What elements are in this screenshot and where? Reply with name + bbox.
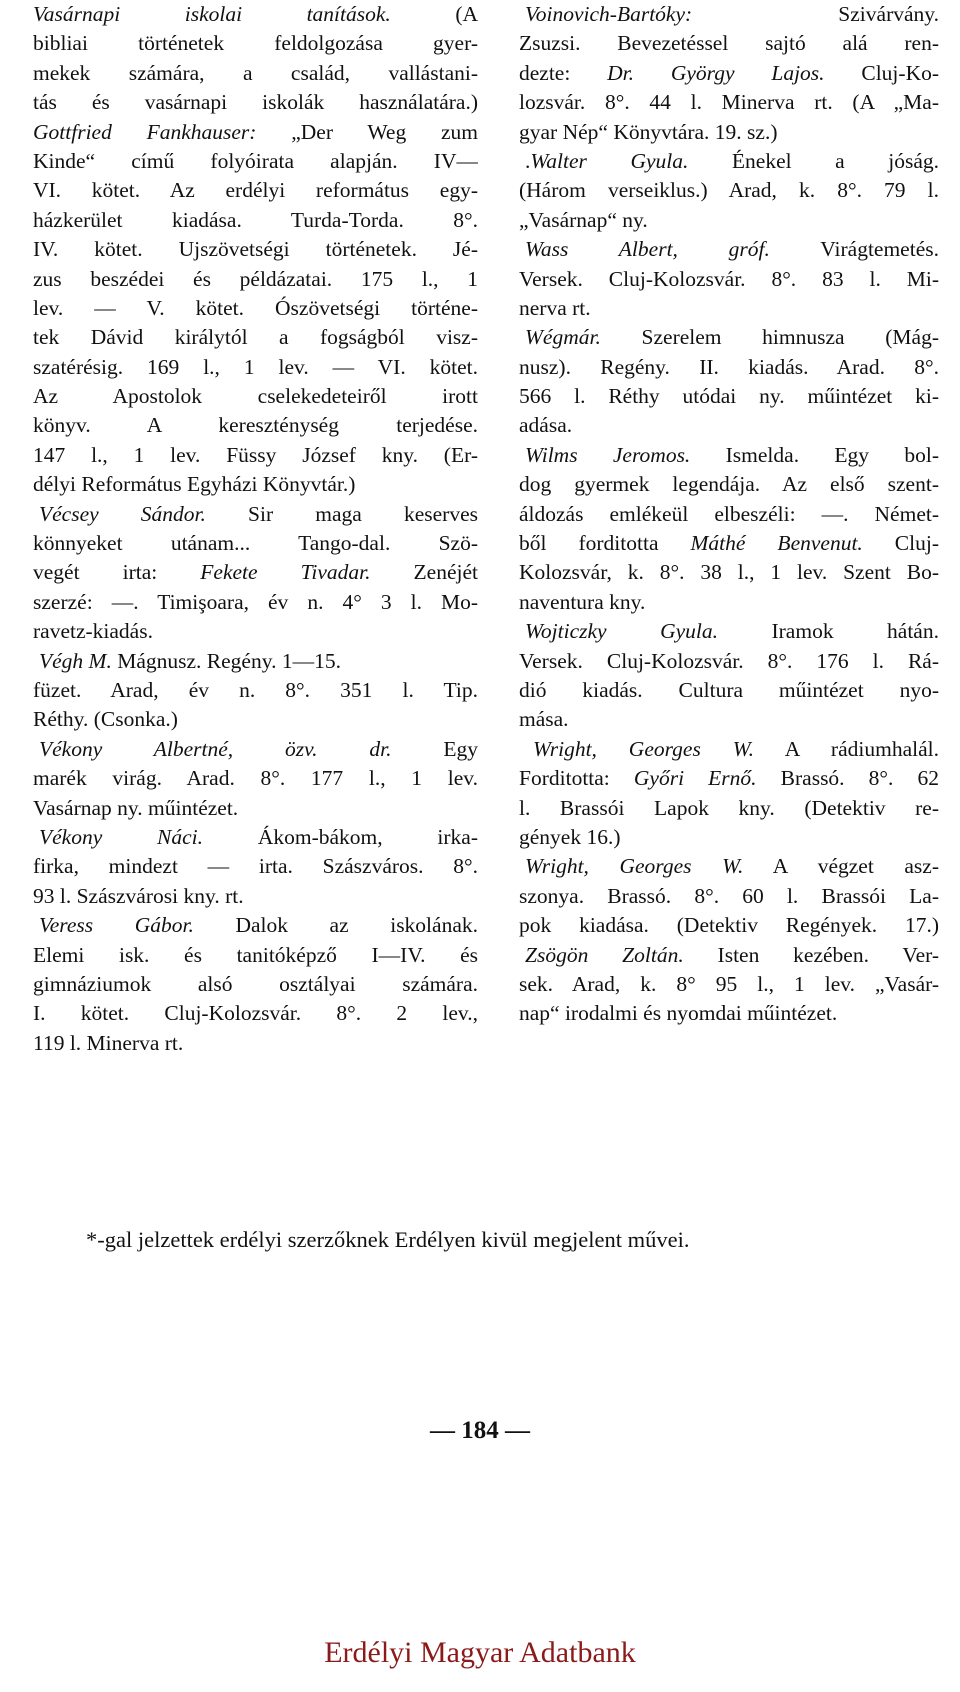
right_column-line: l. Brassói Lapok kny. (Detektiv re- <box>519 795 939 820</box>
right_column-line: Wilms Jeromos. Ismelda. Egy bol- <box>525 442 939 467</box>
right_column-line: 566 l. Réthy utódai ny. műintézet ki- <box>519 384 939 409</box>
right_column-line: Wégmár. Szerelem himnusza (Mág- <box>525 325 939 350</box>
left_column-line: tek Dávid királytól a fogságból visz- <box>33 325 478 350</box>
left_column-line: Vékony Albertné, özv. dr. Egy <box>39 736 478 761</box>
left_column-line: bibliai történetek feldolgozása gyer- <box>33 31 478 56</box>
right_column-line: sek. Arad, k. 8° 95 l., 1 lev. „Vasár- <box>519 971 939 996</box>
page-number: — 184 — <box>430 1417 530 1444</box>
right_column-line: naventura kny. <box>519 589 646 614</box>
right_column-line: Wright, Georges W. A rádiumhalál. <box>533 736 939 761</box>
right_column-line: Versek. Cluj-Kolozsvár. 8°. 83 l. Mi- <box>519 266 939 291</box>
left_column-line: IV. kötet. Ujszövetségi történetek. Jé- <box>33 237 478 262</box>
right_column-line: dezte: Dr. György Lajos. Cluj-Ko- <box>519 60 939 85</box>
footnote: *-gal jelzettek erdélyi szerzőknek Erdélyen kivül megjelent művei. <box>86 1227 690 1252</box>
left_column-line: Az Apostolok cselekedeteiről irott <box>33 384 478 409</box>
left_column-line: szatérésig. 169 l., 1 lev. — VI. kötet. <box>33 354 478 379</box>
right_column-line: .Walter Gyula. Énekel a jóság. <box>525 148 939 173</box>
right_column-line: Wass Albert, gróf. Virágtemetés. <box>525 237 939 262</box>
left_column-line: Vékony Náci. Ákom-bákom, irka- <box>39 824 478 849</box>
left_column-line: 119 l. Minerva rt. <box>33 1030 184 1055</box>
right_column-line: szonya. Brassó. 8°. 60 l. Brassói La- <box>519 883 939 908</box>
right_column-line: pok kiadása. (Detektiv Regények. 17.) <box>519 913 939 938</box>
left_column-line: Vasárnap ny. műintézet. <box>33 795 239 820</box>
right_column-line: mása. <box>519 707 569 732</box>
right_column-line: áldozás emlékeül elbeszéli: —. Német- <box>519 501 939 526</box>
right_column-line: Forditotta: Győri Ernő. Brassó. 8°. 62 <box>519 766 939 791</box>
left_column-line: füzet. Arad, év n. 8°. 351 l. Tip. <box>33 677 478 702</box>
left_column-line: Réthy. (Csonka.) <box>33 707 178 732</box>
left_column-line: házkerület kiadása. Turda-Torda. 8°. <box>33 207 478 232</box>
right_column-line: „Vasárnap“ ny. <box>519 207 648 232</box>
right_column-line: Wojticzky Gyula. Iramok hátán. <box>525 619 939 644</box>
left_column-line: tás és vasárnapi iskolák használatára.) <box>33 90 478 115</box>
right_column-line: Zsögön Zoltán. Isten kezében. Ver- <box>525 942 939 967</box>
left_column-line: könyv. A kereszténység terjedése. <box>33 413 478 438</box>
right_column-line: Voinovich-Bartóky: Szivárvány. <box>525 2 939 26</box>
left_column-line: gimnáziumok alsó osztályai számára. <box>33 971 478 996</box>
left_column-line: firka, mindezt — irta. Szászváros. 8°. <box>33 854 478 879</box>
right_column-line: Wright, Georges W. A végzet asz- <box>525 854 939 879</box>
left_column-line: Vécsey Sándor. Sir maga keserves <box>39 501 478 526</box>
left_column-line: szerzé: —. Timişoara, év n. 4° 3 l. Mo- <box>33 589 478 614</box>
left_column-line: Végh M. Mágnusz. Regény. 1—15. <box>39 648 341 673</box>
left_column-line: zus beszédei és példázatai. 175 l., 1 <box>33 266 478 291</box>
left_column-line: Kinde“ című folyóirata alapján. IV— <box>33 148 478 173</box>
left_column-line: Elemi isk. és tanitóképző I—IV. és <box>33 942 478 967</box>
left_column-line: marék virág. Arad. 8°. 177 l., 1 lev. <box>33 766 478 791</box>
left_column-line: vegét irta: Fekete Tivadar. Zenéjét <box>33 560 478 585</box>
right_column-line: ből forditotta Máthé Benvenut. Cluj- <box>519 531 939 556</box>
right_column-line: nerva rt. <box>519 295 591 320</box>
right_column-line: adása. <box>519 413 573 438</box>
right_column-line: gények 16.) <box>519 824 621 849</box>
left_column-line: 147 l., 1 lev. Füssy József kny. (Er- <box>33 442 478 467</box>
left_column-line: délyi Református Egyházi Könyvtár.) <box>33 472 356 497</box>
left_column-line: 93 l. Szászvárosi kny. rt. <box>33 883 244 908</box>
right_column-line: Zsuzsi. Bevezetéssel sajtó alá ren- <box>519 31 939 56</box>
left_column-line: lev. — V. kötet. Ószövetségi történe- <box>33 295 478 320</box>
left_column-line: VI. kötet. Az erdélyi református egy- <box>33 178 478 203</box>
left_column-line: Vasárnapi iskolai tanítások. (A <box>33 2 478 26</box>
left_column-line: Gottfried Fankhauser: „Der Weg zum <box>33 119 478 144</box>
left-column <box>33 0 478 1058</box>
right_column-line: gyar Nép“ Könyvtára. 19. sz.) <box>519 119 778 144</box>
left_column-line: Veress Gábor. Dalok az iskolának. <box>39 913 478 938</box>
right_column-line: (Három verseiklus.) Arad, k. 8°. 79 l. <box>519 178 939 203</box>
right_column-line: nusz). Regény. II. kiadás. Arad. 8°. <box>519 354 939 379</box>
left_column-line: mekek számára, a család, vallástani- <box>33 60 478 85</box>
right_column-line: Versek. Cluj-Kolozsvár. 8°. 176 l. Rá- <box>519 648 939 673</box>
right_column-line: Kolozsvár, k. 8°. 38 l., 1 lev. Szent Bo- <box>519 560 939 585</box>
footer-source: Erdélyi Magyar Adatbank <box>324 1636 636 1669</box>
right_column-line: lozsvár. 8°. 44 l. Minerva rt. (A „Ma- <box>519 90 939 115</box>
left_column-line: könnyeket utánam... Tango-dal. Szö- <box>33 531 478 556</box>
right_column-line: dog gyermek legendája. Az első szent- <box>519 472 939 497</box>
right_column-line: nap“ irodalmi és nyomdai műintézet. <box>519 1001 838 1026</box>
left_column-line: ravetz-kiadás. <box>33 619 153 644</box>
right_column-line: dió kiadás. Cultura műintézet nyo- <box>519 677 939 702</box>
right-column <box>519 0 939 1029</box>
left_column-line: I. kötet. Cluj-Kolozsvár. 8°. 2 lev., <box>33 1001 478 1026</box>
